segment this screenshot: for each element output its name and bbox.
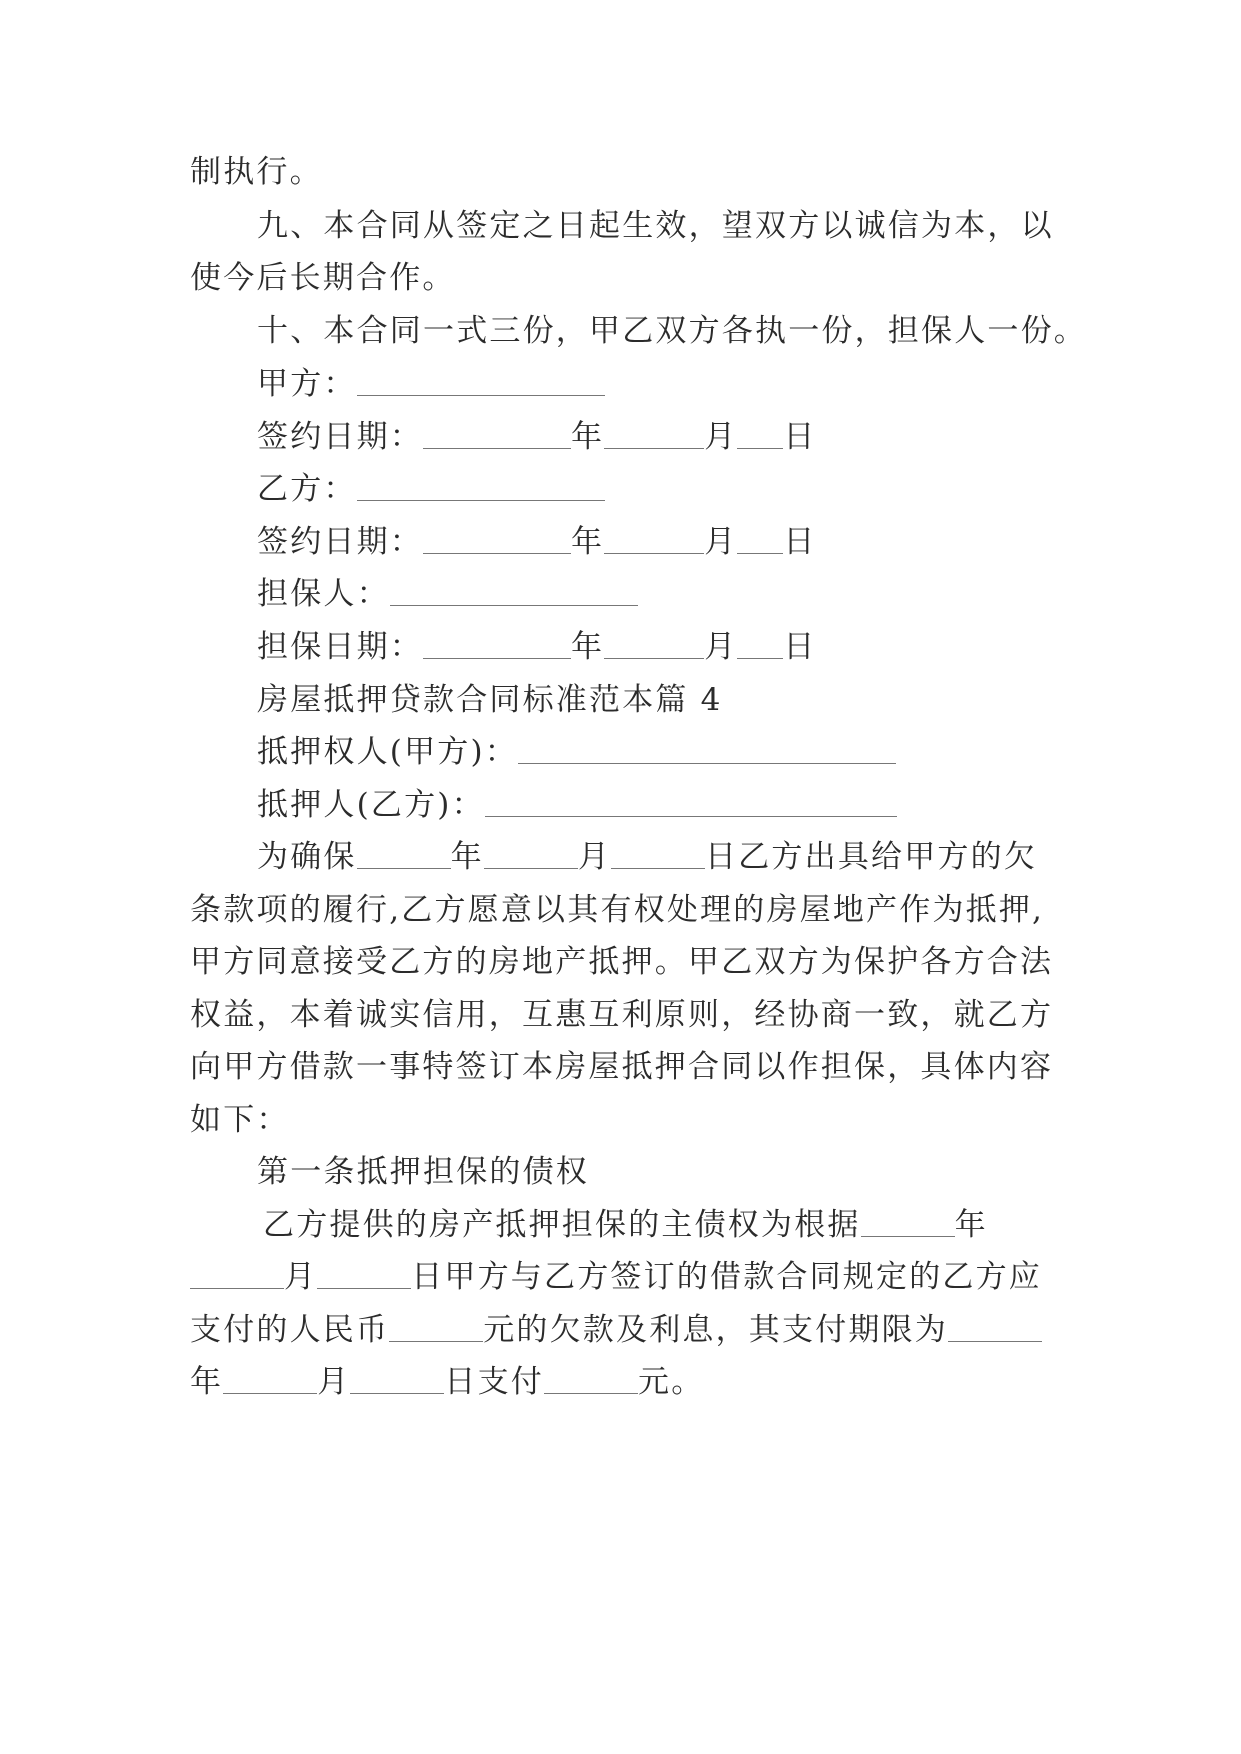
- month-blank: [190, 1262, 284, 1289]
- guarantor-blank: [390, 579, 638, 606]
- article-1-line-2: [190, 1251, 1070, 1296]
- year-label: 年: [450, 839, 484, 875]
- year-blank: [861, 1210, 955, 1237]
- day-blank: [737, 422, 783, 449]
- guarantee-date-label: 担保日期：: [257, 629, 423, 665]
- guarantor-label: 担保人：: [257, 576, 390, 612]
- amount-blank: [389, 1315, 483, 1342]
- party-b-blank: [357, 474, 605, 501]
- sign-date-label: 签约日期：: [257, 524, 423, 560]
- paragraph-8-end: 制执行。: [190, 154, 323, 190]
- article-1-line-3: [190, 1304, 1070, 1349]
- year-blank: [423, 632, 571, 659]
- sign-date-a-line: [257, 411, 1077, 456]
- day-blank: [611, 842, 705, 869]
- art1-text-3a: 支付的人民币: [190, 1312, 390, 1348]
- month-label: 月: [704, 629, 738, 665]
- mortgagee-blank: [518, 737, 896, 764]
- year-label: 年: [571, 629, 605, 665]
- art1-text-1: 乙方提供的房产抵押担保的主债权为根据: [263, 1207, 861, 1243]
- mortgagor-label: 抵押人(乙方)：: [257, 787, 485, 823]
- art1-text-2: 日甲方与乙方签订的借款合同规定的乙方应: [411, 1259, 1043, 1295]
- month-blank: [604, 527, 704, 554]
- intro-line-1: [257, 831, 1077, 876]
- paragraph-10: 十、本合同一式三份，甲乙双方各执一份，担保人一份。: [257, 313, 1087, 349]
- year-blank: [423, 422, 571, 449]
- sign-date-b-line: [257, 516, 1077, 561]
- month-label: 月: [704, 419, 738, 455]
- mortgagee-label: 抵押权人(甲方)：: [257, 734, 518, 770]
- intro-line-2: 条款项的履行,乙方愿意以其有权处理的房屋地产作为抵押,: [190, 892, 1045, 928]
- month-blank: [484, 842, 578, 869]
- party-b-line: [257, 463, 1077, 508]
- art1-text-3b: 元的欠款及利息，其支付期限为: [483, 1312, 949, 1348]
- day-label: 日: [783, 629, 817, 665]
- intro-text-1b: 日乙方出具给甲方的欠: [705, 839, 1038, 875]
- intro-line-5: 向甲方借款一事特签订本房屋抵押合同以作担保，具体内容: [190, 1049, 1054, 1085]
- payment-amount-blank: [544, 1367, 638, 1394]
- year-label: 年: [571, 524, 605, 560]
- section-title: 房屋抵押贷款合同标准范本篇 4: [257, 682, 723, 718]
- intro-line-3: 甲方同意接受乙方的房地产抵押。甲乙双方为保护各方合法: [190, 944, 1054, 980]
- year-blank: [948, 1315, 1042, 1342]
- guarantor-line: [257, 568, 1077, 613]
- year-label: 年: [190, 1364, 224, 1400]
- party-a-label: 甲方：: [257, 366, 357, 402]
- mortgagor-blank: [485, 790, 897, 817]
- mortgagor-line: [257, 779, 1077, 824]
- intro-text-1a: 为确保: [257, 839, 357, 875]
- year-label: 年: [954, 1207, 988, 1243]
- day-label: 日: [783, 524, 817, 560]
- month-blank: [223, 1367, 317, 1394]
- day-blank: [350, 1367, 444, 1394]
- mortgagee-line: [257, 726, 1077, 771]
- month-label: 月: [284, 1259, 318, 1295]
- intro-line-6: 如下：: [190, 1102, 290, 1138]
- sign-date-label: 签约日期：: [257, 419, 423, 455]
- month-blank: [604, 422, 704, 449]
- guarantee-date-line: [257, 621, 1077, 666]
- month-blank: [604, 632, 704, 659]
- paragraph-9-line-2: 使今后长期合作。: [190, 260, 456, 296]
- day-blank: [737, 632, 783, 659]
- party-a-blank: [357, 369, 605, 396]
- year-blank: [357, 842, 451, 869]
- month-label: 月: [577, 839, 612, 875]
- article-1-line-4: [190, 1356, 1070, 1401]
- month-label: 月: [704, 524, 738, 560]
- party-b-label: 乙方：: [257, 471, 357, 507]
- intro-line-4: 权益，本着诚实信用，互惠互利原则，经协商一致，就乙方: [190, 997, 1054, 1033]
- art1-text-4b: 元。: [638, 1364, 705, 1400]
- day-blank: [317, 1262, 411, 1289]
- article-1-title: 第一条抵押担保的债权: [257, 1154, 589, 1190]
- party-a-line: [257, 358, 1077, 403]
- month-label: 月: [317, 1364, 351, 1400]
- day-label: 日: [783, 419, 817, 455]
- year-blank: [423, 527, 571, 554]
- day-blank: [737, 527, 783, 554]
- year-label: 年: [571, 419, 605, 455]
- paragraph-9-line-1: 九、本合同从签定之日起生效，望双方以诚信为本，以: [257, 208, 1054, 244]
- article-1-line-1: [263, 1199, 1071, 1244]
- art1-text-4a: 日支付: [444, 1364, 545, 1400]
